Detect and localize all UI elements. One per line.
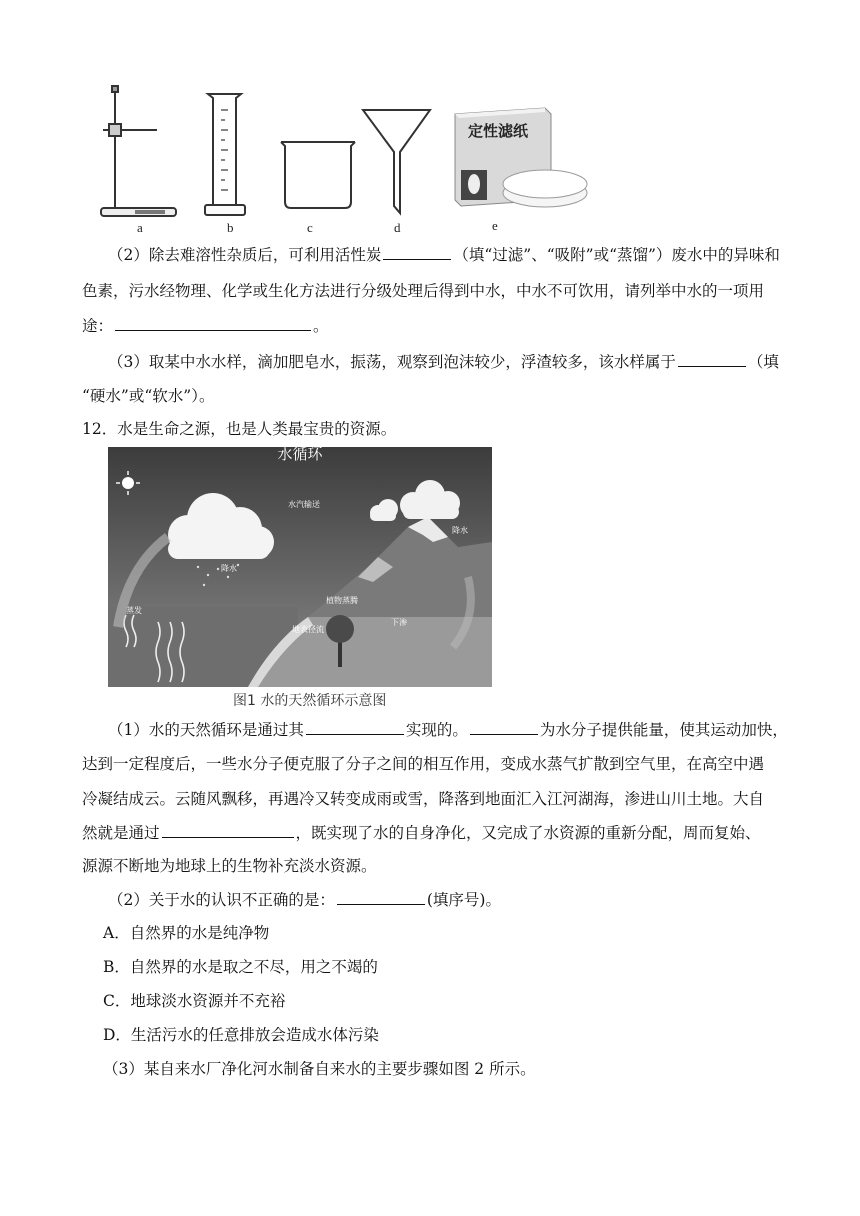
q11-part3-line2: “硬水”或“软水”）。 bbox=[82, 387, 215, 405]
label-surface-runoff: 地表径流 bbox=[292, 625, 324, 634]
figure-caption: 图1 水的天然循环示意图 bbox=[233, 693, 387, 709]
answer-blank-use[interactable] bbox=[115, 312, 311, 331]
label-a: a bbox=[137, 220, 143, 235]
q12-part1-line4 bbox=[82, 818, 761, 848]
q12-part1-text-d: 然就是通过 bbox=[82, 824, 160, 842]
label-precipitation-2: 降水 bbox=[452, 526, 468, 535]
label-evaporation: 蒸发 bbox=[126, 606, 142, 615]
filter-paper-box-label: 定性滤纸 bbox=[467, 122, 529, 140]
q11-part3-line1 bbox=[108, 347, 779, 377]
label-d: d bbox=[394, 220, 401, 235]
q11-part3-text-b: （填 bbox=[747, 353, 779, 371]
q11-part2-line1 bbox=[108, 240, 780, 270]
filter-paper-box-icon bbox=[455, 108, 587, 207]
apparatus-figure bbox=[95, 80, 615, 230]
option-c[interactable]: C．地球淡水资源并不充裕 bbox=[103, 992, 286, 1010]
q12-part2-text-b: (填序号)。 bbox=[426, 891, 501, 909]
answer-blank-energy-source[interactable] bbox=[470, 716, 538, 735]
q12-part1-line2: 达到一定程度后，一些水分子便克服了分子之间的相互作用，变成水蒸气扩散到空气里，在高空中遇 bbox=[82, 755, 765, 773]
q11-part2-line2: 色素，污水经物理、化学或生化方法进行分级处理后得到中水，中水不可饮用，请列举中水的一项用 bbox=[82, 282, 765, 300]
q12-part1-text-b: 实现的。 bbox=[405, 721, 468, 739]
label-infiltration: 下渗 bbox=[391, 618, 407, 627]
answer-blank-hardness[interactable] bbox=[678, 348, 746, 367]
beaker-icon bbox=[281, 142, 355, 208]
iron-stand-icon bbox=[101, 86, 176, 216]
q11-part3-text-a: （3）取某中水水样，滴加肥皂水，振荡，观察到泡沫较少，浮渣较多，该水样属于 bbox=[108, 353, 676, 371]
option-a[interactable]: A．自然界的水是纯净物 bbox=[103, 924, 270, 942]
label-b: b bbox=[227, 220, 234, 235]
q11-part2-line3 bbox=[82, 311, 329, 341]
label-transpiration: 植物蒸腾 bbox=[326, 596, 358, 605]
q11-part2-text-c: 途： bbox=[82, 317, 114, 335]
label-e: e bbox=[492, 218, 498, 233]
q12-part1-line1 bbox=[108, 715, 788, 745]
q12-part2 bbox=[108, 885, 501, 915]
answer-blank-adsorb[interactable] bbox=[383, 241, 451, 260]
q12-part1-line3: 冷凝结成云。云随风飘移，再遇冷又转变成雨或雪，降落到地面汇入江河湖海，渗进山川土地。大自 bbox=[82, 790, 765, 808]
q12-part1-line5: 源源不断地为地球上的生物补充淡水资源。 bbox=[82, 857, 377, 875]
q12-part2-text-a: （2）关于水的认识不正确的是： bbox=[108, 891, 335, 909]
q11-part2-text-b: （填“过滤”、“吸附”或“蒸馏”）废水中的异味和 bbox=[453, 246, 780, 264]
q11-part2-text-a: （2）除去难溶性杂质后，可利用活性炭 bbox=[108, 246, 382, 264]
figure-title: 水循环 bbox=[277, 447, 323, 463]
option-d[interactable]: D．生活污水的任意排放会造成水体污染 bbox=[103, 1026, 379, 1044]
q11-part2-text-d: 。 bbox=[313, 317, 329, 335]
q12-stem: 12．水是生命之源，也是人类最宝贵的资源。 bbox=[82, 420, 397, 438]
graduated-cylinder-icon bbox=[205, 94, 245, 215]
water-cycle-figure bbox=[108, 447, 492, 687]
answer-blank-purification[interactable] bbox=[162, 819, 294, 838]
label-c: c bbox=[307, 220, 313, 235]
q12-part1-text-a: （1）水的天然循环是通过其 bbox=[108, 721, 304, 739]
label-precipitation-1: 降水 bbox=[221, 564, 237, 573]
label-vapor-transport: 水汽输送 bbox=[288, 500, 320, 509]
q12-part1-text-e: ，既实现了水的自身净化，又完成了水资源的重新分配，周而复始、 bbox=[295, 824, 761, 842]
funnel-icon bbox=[363, 110, 430, 213]
q12-part3: （3）某自来水厂净化河水制备自来水的主要步骤如图 2 所示。 bbox=[103, 1060, 536, 1078]
answer-blank-cycle-mechanism[interactable] bbox=[306, 716, 404, 735]
answer-blank-incorrect-option[interactable] bbox=[337, 886, 425, 905]
option-b[interactable]: B．自然界的水是取之不尽，用之不竭的 bbox=[103, 958, 378, 976]
q12-part1-text-c: 为水分子提供能量，使其运动加快， bbox=[539, 721, 788, 739]
